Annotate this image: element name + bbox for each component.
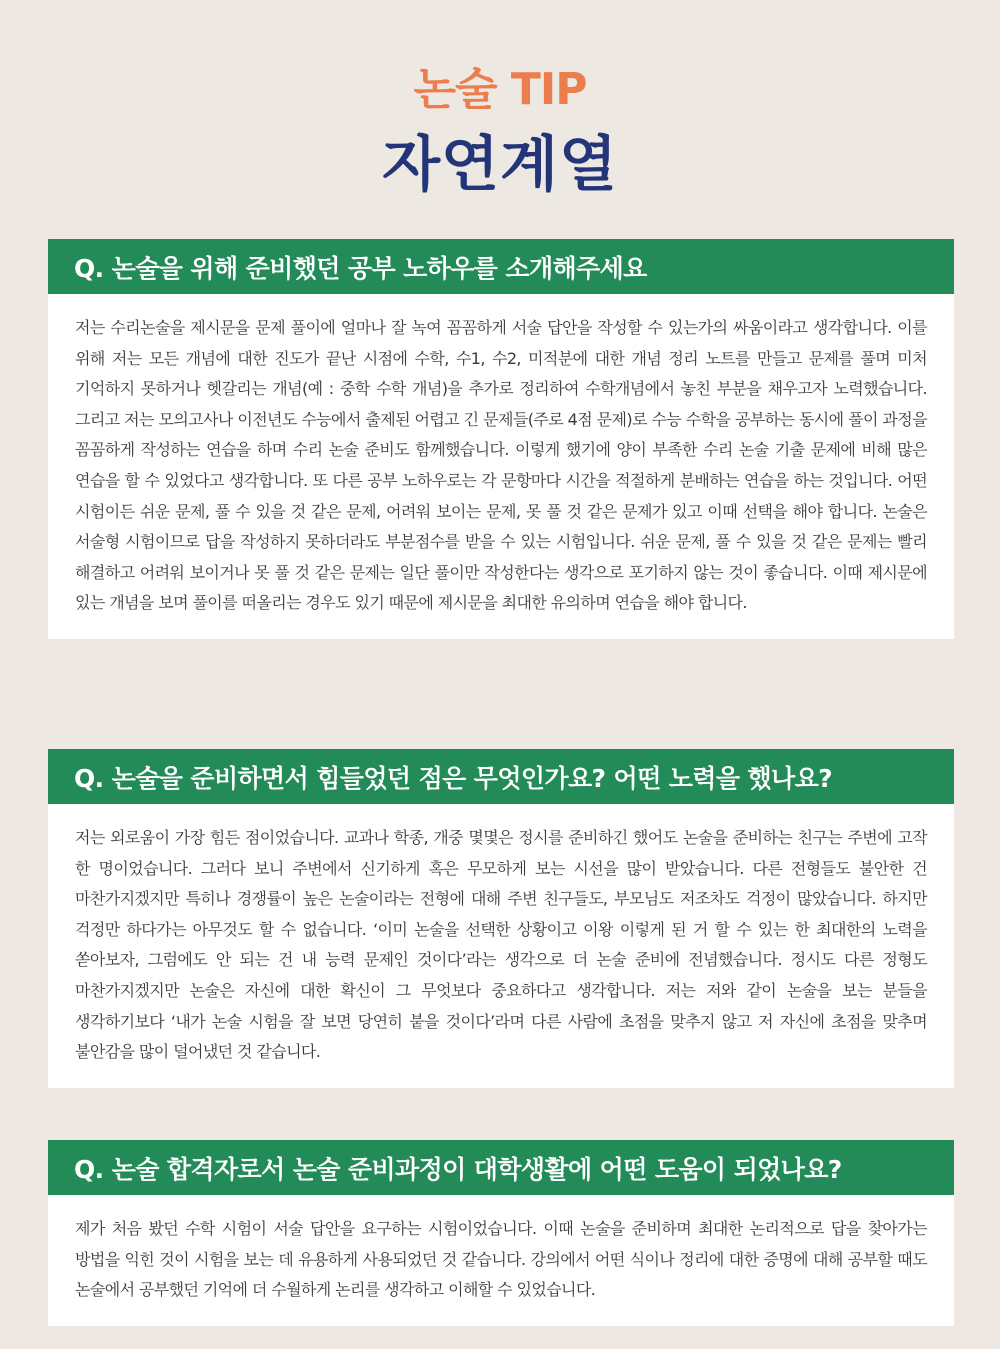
- page-header: [0, 58, 1000, 206]
- answer-box: [48, 1195, 954, 1326]
- answer-box: [48, 294, 954, 639]
- tip-heading: 논술 TIP: [413, 64, 587, 115]
- page-title: 자연계열: [382, 130, 618, 200]
- answer-text: 제가 처음 봤던 수학 시험이 서술 답안을 요구하는 시험이었습니다. 이때 논술을 준비하며 최대한 논리적으로 답을 찾아가는 방법을 익힌 것이 시험을 보는 데 유용하게 사용되었던 것 같습니다. 강의에서 어떤 식이나 정리에 대한 증명에 대해 공부할 때도 논술에서 공부했던 기억에 더 수월하게 논리를 생각하고 이해할 수 있었습니다.: [75, 1219, 927, 1300]
- qa-section-3: [48, 1140, 954, 1326]
- question-bar: [48, 1140, 954, 1195]
- answer-text: 저는 외로움이 가장 힘든 점이었습니다. 교과나 학종, 개중 몇몇은 정시를 준비하긴 했어도 논술을 준비하는 친구는 주변에 고작 한 명이었습니다. 그러다 보니 주변에서 신기하게 혹은 무모하게 보는 시선을 많이 받았습니다. 다른 전형들도 불안한 건 마찬가지겠지만 특히나 경쟁률이 높은 논술이라는 전형에 대해 주변 친구들도, 부모님도 저조차도 걱정이 많았습니다. 하지만 걱정만 하다가는 아무것도 할 수 없습니다. ‘이미 논술을 선택한 상황이고 이왕 이렇게 된 거 할 수 있는 한 최대한의 노력을 쏟아보자, 그럼에도 안 되는 건 내 능력 문제인 것이다’라는 생각으로 더 논술 준비에 전념했습니다. 정시도 다른 정형도 마찬가지겠지만 논술은 자신에 대한 확신이 그 무엇보다 중요하다고 생각합니다. 저는 저와 같이 논술을 보는 분들을 생각하기보다 ‘내가 논술 시험을 잘 보면 당연히 붙을 것이다’라며 다른 사람에 초점을 맞추지 않고 저 자신에 초점을 맞추며 불안감을 많이 덜어냈던 것 같습니다.: [75, 828, 927, 1062]
- qa-section-1: [48, 239, 954, 639]
- question-bar: [48, 749, 954, 804]
- question-text: Q. 논술 합격자로서 논술 준비과정이 대학생활에 어떤 도움이 되었나요?: [74, 1154, 842, 1184]
- question-text: Q. 논술을 위해 준비했던 공부 노하우를 소개해주세요: [74, 253, 647, 283]
- qa-section-2: [48, 749, 954, 1088]
- answer-text: 저는 수리논술을 제시문을 문제 풀이에 얼마나 잘 녹여 꼼꼼하게 서술 답안을 작성할 수 있는가의 싸움이라고 생각합니다. 이를 위해 저는 모든 개념에 대한 진도가 끝난 시점에 수학, 수1, 수2, 미적분에 대한 개념 정리 노트를 만들고 문제를 풀며 미처 기억하지 못하거나 헷갈리는 개념(예 : 중학 수학 개념)을 추가로 정리하여 수학개념에서 놓친 부분을 채우고자 노력했습니다. 그리고 저는 모의고사나 이전년도 수능에서 출제된 어렵고 긴 문제들(주로 4점 문제)로 수능 수학을 공부하는 동시에 풀이 과정을 꼼꼼하게 작성하는 연습을 하며 수리 논술 준비도 함께했습니다. 이렇게 했기에 양이 부족한 수리 논술 기출 문제에 비해 많은 연습을 할 수 있었다고 생각합니다. 또 다른 공부 노하우로는 각 문항마다 시간을 적절하게 분배하는 연습을 하는 것입니다. 어떤 시험이든 쉬운 문제, 풀 수 있을 것 같은 문제, 어려워 보이는 문제, 못 풀 것 같은 문제가 있고 이때 선택을 해야 합니다. 논술은 서술형 시험이므로 답을 작성하지 못하더라도 부분점수를 받을 수 있는 시험입니다. 쉬운 문제, 풀 수 있을 것 같은 문제는 빨리 해결하고 어려워 보이거나 못 풀 것 같은 문제는 일단 풀이만 작성한다는 생각으로 포기하지 않는 것이 좋습니다. 이때 제시문에 있는 개념을 보며 풀이를 떠올리는 경우도 있기 때문에 제시문을 최대한 유의하며 연습을 해야 합니다.: [75, 318, 927, 613]
- question-text: Q. 논술을 준비하면서 힘들었던 점은 무엇인가요? 어떤 노력을 했나요?: [74, 763, 833, 793]
- answer-box: [48, 804, 954, 1088]
- question-bar: [48, 239, 954, 294]
